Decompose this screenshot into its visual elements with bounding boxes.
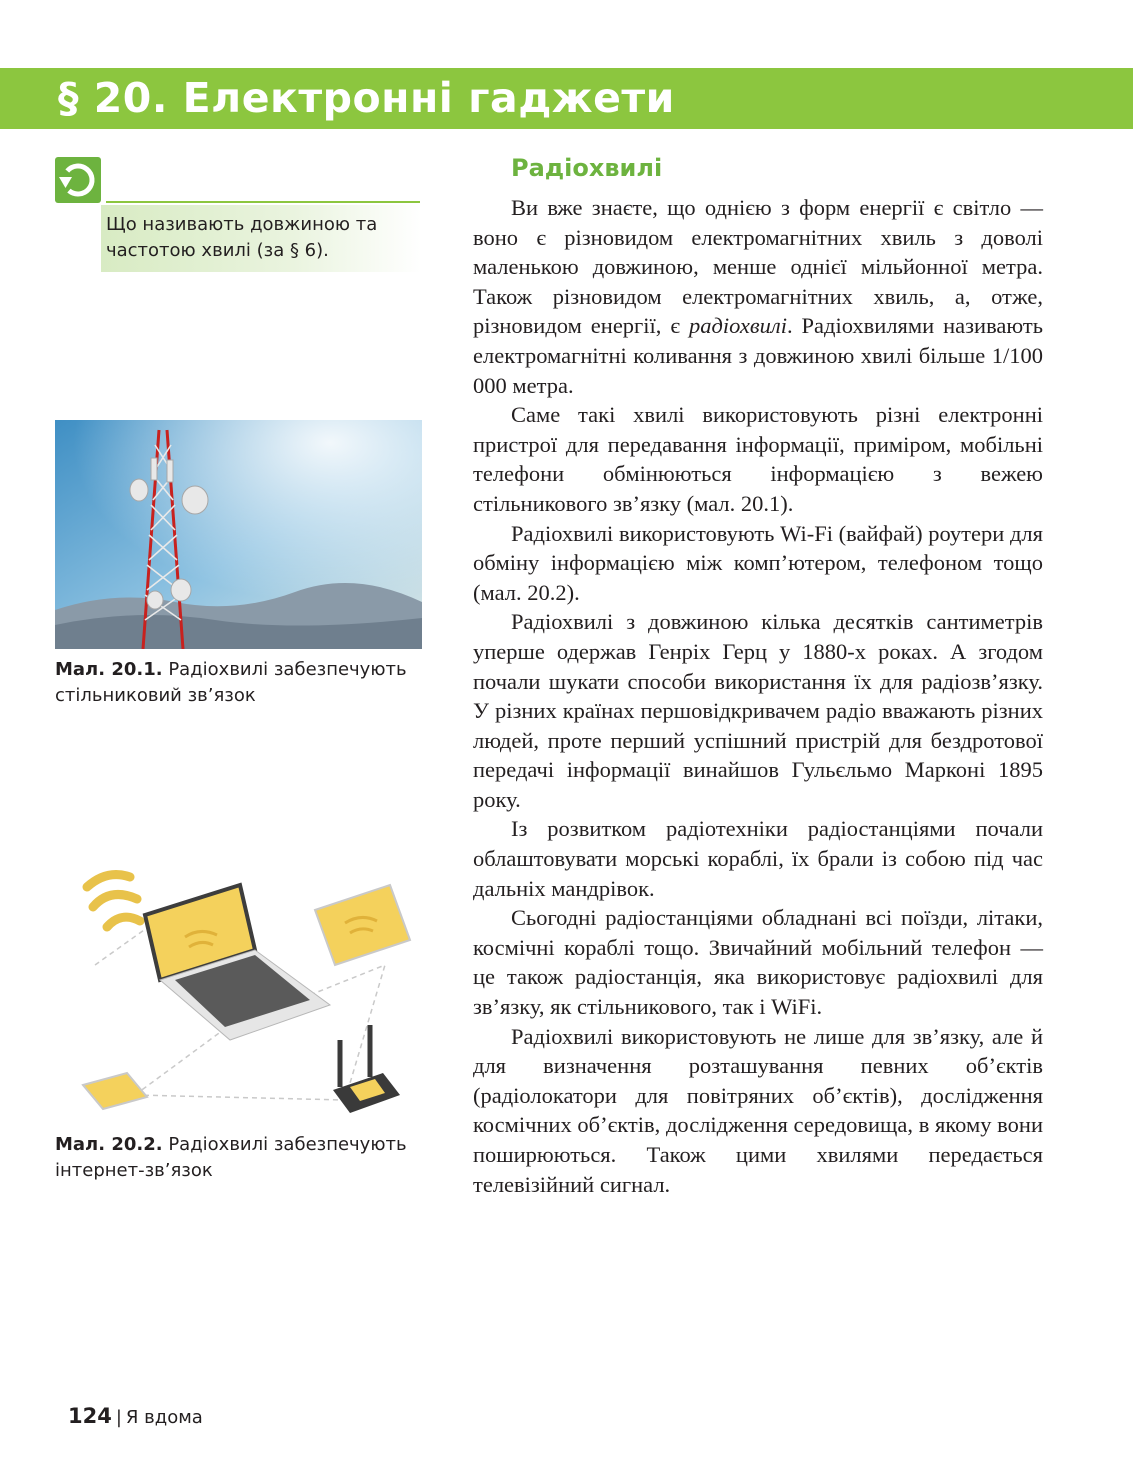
footer-separator: |: [115, 1407, 122, 1428]
paragraph-1: [473, 193, 1043, 400]
paragraph-5: Із розвитком радіотехніки радіостанціями почали облаштовувати морські кораблі, їх брали із собою під час дальніх мандрівок.: [473, 816, 1043, 901]
repeat-question: Що називають довжиною та частотою хвилі (за § 6).: [106, 214, 378, 261]
main-text: [473, 193, 1043, 1199]
wifi-devices-illustration: [55, 855, 425, 1125]
footer-section-name: Я вдома: [125, 1407, 203, 1428]
paragraph-2: Саме такі хвилі використовують різні електронні пристрої для передавання інформації, приміром, мобільні телефони обмінюються інформацією з вежею стільникового зв’язку (мал. 20.1).: [473, 402, 1043, 516]
page-footer: [68, 1401, 203, 1431]
repeat-arrow-icon: [55, 157, 101, 203]
term-radiowaves: радіохвилі: [688, 313, 787, 339]
page-number: 124: [68, 1404, 112, 1428]
paragraph-7: Радіохвилі використовують не лише для зв’язку, але й для визначення розташування певних об’єктів (радіолокатори для повітряних об’єктів), дослідження космічних об’єктів, дослідження середовища, в якому вони поширюються. Також цими хвилями передається телевізійний сигнал.: [473, 1023, 1043, 1197]
figure-caption-1: [55, 657, 425, 709]
figure-label-2: Мал. 20.2.: [55, 1134, 163, 1155]
page-title: § 20. Електронні гаджети: [58, 74, 675, 122]
paragraph-1-text: Ви вже знаєте, що однією з форм енергії є світло — воно є різновидом електромагнітних хвиль з доволі маленькою довжиною, менше однієї мільйонної метра. Також різновидом електромагнітних хвиль, а, отже, різновидом енергії, є: [473, 195, 1043, 339]
cell-tower-photo: [55, 420, 422, 649]
repeat-divider: [106, 201, 420, 203]
section-heading: Радіохвилі: [511, 154, 663, 182]
figure-caption-text-1: Радіохвилі забезпечують стільниковий зв’язок: [55, 659, 407, 706]
paragraph-6: Сьогодні радіостанціями обладнані всі поїзди, літаки, космічні кораблі тощо. Звичайний мобільний телефон — це також радіостанція, яка використовує радіохвилі для зв’язку, як стільникового, так і WiFi.: [473, 905, 1043, 1020]
paragraph-1-text-end: . Радіохвилями називають електромагнітні коливання з довжиною хвилі більше 1/100 000 метра.: [473, 313, 1043, 398]
figure-label-1: Мал. 20.1.: [55, 659, 163, 680]
figure-caption-text-2: Радіохвилі забезпечують інтернет-зв’язок: [55, 1134, 407, 1181]
figure-caption-2: [55, 1132, 425, 1184]
paragraph-4: Радіохвилі з довжиною кілька десятків сантиметрів уперше одержав Генріх Герц у 1880-х роках. А згодом почали шукати способи використання їх для радіозв’язку. У різних країнах першовідкривачем радіо вважають різних людей, проте перший успішний пристрій для бездротової передачі інформації винайшов Гульєльмо Марконі 1895 року.: [473, 609, 1043, 812]
paragraph-3: Радіохвилі використовують Wi-Fi (вайфай) роутери для обміну інформацією між комп’ютером, телефоном тощо (мал. 20.2).: [473, 520, 1043, 605]
